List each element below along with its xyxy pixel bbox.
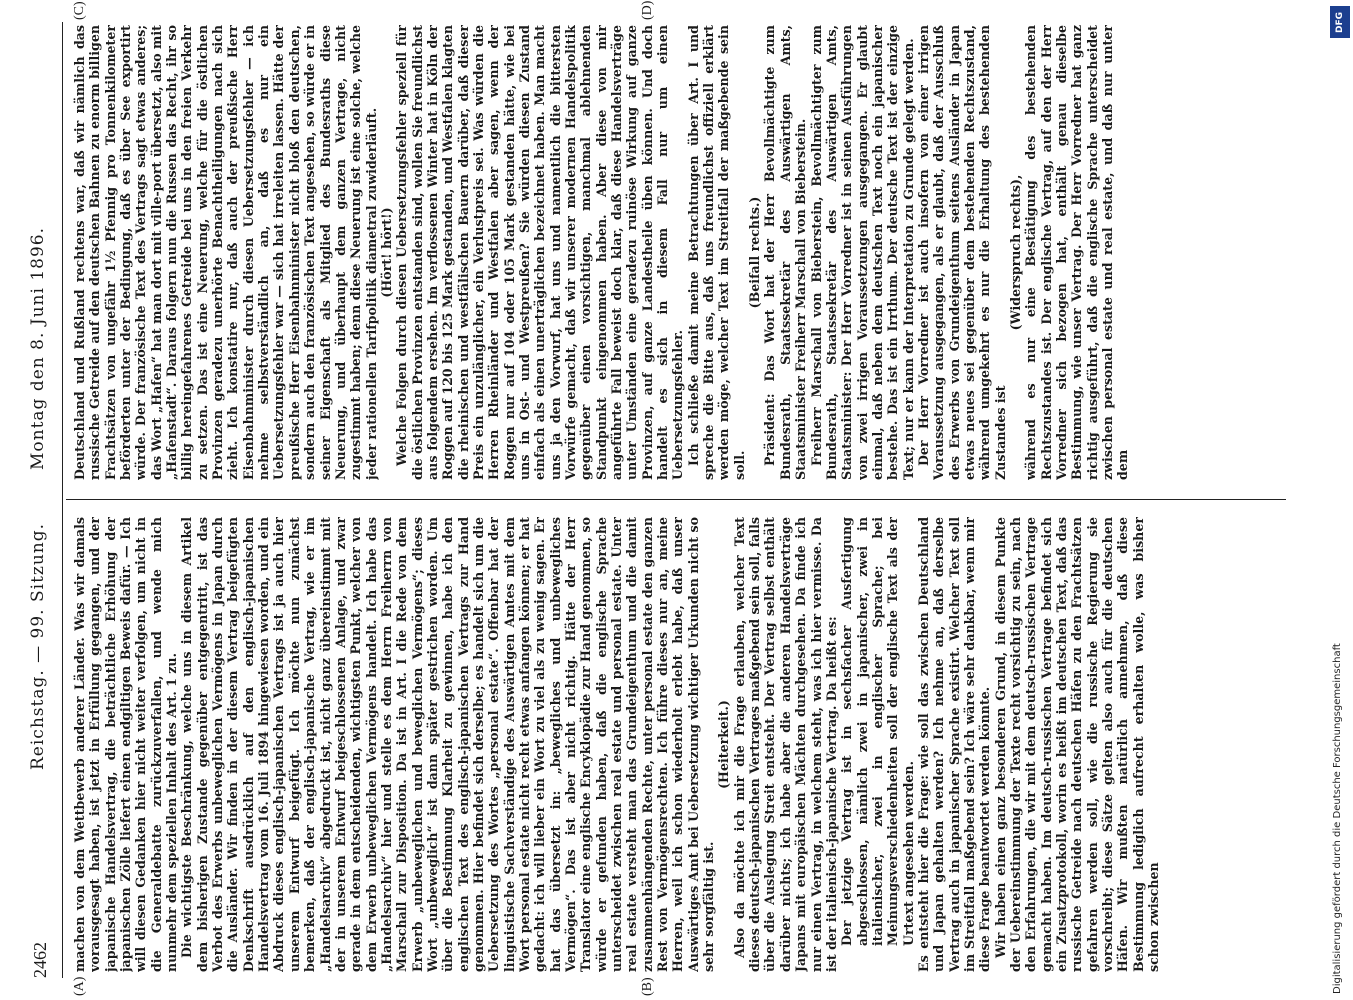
session-title: Reichstag. — 99. Sitzung.	[28, 522, 48, 770]
page-number: 2462	[30, 942, 50, 978]
paragraph: (Hört! hört!)	[378, 207, 394, 298]
paragraph: während es nur eine Bestätigung des bestehenden Rechtszustandes ist. Der englische Vertrag, auf den der Herr Vorredner sich bezogen hat, enthält genau dieselbe Bestimmung, wie unser Vertrag. Der Herr Vorredner hat ganz richtig ausgeführt, daß die englische Sprache unterscheidet zwischen personal estate und real estate, und daß nur unter dem	[1023, 25, 1131, 480]
header-rule	[62, 22, 63, 978]
dfg-logo: DFG	[1330, 6, 1350, 38]
paragraph: Ich schließe damit meine Betrachtungen über Art. I und spreche die Bitte aus, daß uns freundlichst offiziell erklärt werden möge, welcher Text im Streitfall der maßgebende sein soll.	[685, 25, 747, 480]
margin-marker-a: (A)	[72, 976, 87, 996]
paragraph: Der jetzige Vertrag ist in sechsfacher Ausfertigung abgeschlossen, nämlich zwei in japanischer, zwei in italienischer, zwei in englischer Sprache; bei Meinungsverschiedenheiten soll der englische Text als der Urtext angesehen werden.	[839, 517, 916, 946]
paragraph: Welche Folgen durch diesen Uebersetzungsfehler speziell für die östlichen Provinzen entstanden sind, wollen Sie freundlichst aus folgendem ersehen. Im verflossenen Winter hat in Köln der Roggen auf 120 bis 125 Mark gestanden, und Westfalen klagten die rheinischen und westfälischen Bauern darüber, daß dieser Preis ein unzulänglicher, ein Verlustpreis sei. Was würden die Herren Rheinländer und Westfalen aber sagen, wenn der Roggen nur auf 104 oder 105 Mark gestanden hätte, wie bei uns in Ost- und Westpreußen? Sie würden diesen Zustand einfach als einen unerträglichen bezeichnet haben. Man macht uns ja den Vorwurf, hat uns und namentlich die bittersten Vorwürfe gemacht, daß wir unserer modernen Handelspolitik gegenüber einen vorsichtigen, manchmal ablehnenden Standpunkt eingenommen haben. Aber diese von mir angeführte Fall beweist doch klar, daß diese Handelsverträge unter Umständen eine geradezu ruinöse Wirkung auf ganze Provinzen, auf ganze Landestheile üben können. Und doch handelt es sich in diesem Fall nur um einen Uebersetzungsfehler.	[394, 25, 686, 480]
paragraph: Der Herr Vorredner ist auch insofern von einer irrigen Voraussetzung ausgegangen, als er glaubt, daß der Ausschluß des Erwerbs von Grundeigenthum seitens Ausländer in Japan etwas neues sei gegenüber dem bestehenden Rechtszustand, während umgekehrt es nur die Erhaltung des bestehenden Zustandes ist	[915, 25, 1008, 480]
right-text-column	[72, 25, 1282, 480]
paragraph: Die wichtigste Beschränkung, welche uns in diesem Artikel dem bisherigen Zustande gegenüber entgegentritt, ist das Verbot des Erwerbs unbeweglichen Vermögens in Japan durch die Ausländer. Wir finden in der diesem Vertrag beigefügten Denkschrift ausdrücklich auf den englisch-japanischen Handelsvertrag vom 16. Juli 1894 hingewiesen worden, und ein Abdruck dieses englisch-japanischen Vertrags ist ja auch hier unserem Entwurf beigefügt. Ich möchte nun zunächst bemerken, daß der englisch-japanische Vertrag, wie er im „Handelsarchiv“ abgedruckt ist, nicht ganz übereinstimmt mit der in unserem Entwurf beigeschlossenen Anlage, und zwar gerade in dem entscheidenden, wichtigsten Punkt, welcher von dem Erwerb unbeweglichen Vermögens handelt. Ich habe das „Handelsarchiv“ hier und stelle es dem Herrn Freiherrn von Marschall zur Disposition. Da ist in Art. I die Rede von dem Erwerb „unbeweglichen und beweglichen Vermögens“; dieses Wort „unbeweglich“ ist dann später gestrichen worden. Um über die Bestimmung Klarheit zu gewinnen, habe ich den englischen Text des englisch-japanischen Vertrags zur Hand genommen. Hier befindet sich derselbe; es handelt sich um die Uebersetzung des Wortes „personal estate“. Offenbar hat der linguistische Sachverständige des Auswärtigen Amtes mit dem Wort personal estate nicht recht etwas anfangen können; er hat gedacht: ich will lieber ein Wort zu viel als zu wenig sagen. Er hat das übersetzt in: „bewegliches und unbewegliches Vermögen“. Das ist aber nicht richtig. Hätte der Herr Translator eine englische Encyklopädie zur Hand genommen, so würde er gefunden haben, daß die englische Sprache unterscheidet zwischen real estate und personal estate. Unter real estate versteht man das Grundeigenthum und die damit zusammenhängenden Rechte, unter personal estate den ganzen Rest von Vermögensrechten. Ich führe dieses nur an, meine Herren, weil ich schon wiederholt erlebt habe, daß unser Auswärtiges Amt bei Uebersetzung wichtiger Urkunden nicht so sehr sorgfältig ist.	[179, 517, 717, 972]
paragraph: (Heiterkeit.)	[716, 700, 732, 789]
paragraph: machen von dem Wettbewerb anderer Länder. Was wir damals vorausgesagt haben, ist jetzt in Erfüllung gegangen, und der japanische Handelsvertrag, die beträchtliche Erhöhung der japanischen Zölle liefert einen endgiltigen Beweis dafür. — Ich will diesen Gedanken hier nicht weiter verfolgen, um nicht in die Generaldebatte zurückzuverfallen, und wende mich nunmehr dem speziellen Inhalt des Art. 1 zu.	[72, 517, 180, 972]
margin-marker-d: (D)	[640, 0, 655, 20]
left-text-column	[72, 517, 1282, 972]
funding-note: Digitalisierung gefördert durch die Deutsche Forschungsgemeinschaft	[1332, 643, 1343, 994]
digitization-sidebar	[1328, 0, 1353, 1000]
margin-marker-b: (B)	[640, 977, 655, 996]
paragraph: Freiherr Marschall von Bieberstein, Bevollmächtigter zum Bundesrath, Staatssekretär des Auswärtigen Amts, Staatsminister: Der Herr Vorredner ist in seinen Ausführungen von zwei irrigen Voraussetzungen ausgegangen. Er glaubt einmal, daß neben dem deutschen Text noch ein japanischer bestehe. Das ist ein Irrthum. Der deutsche Text ist der einzige Text; nur er kann der Interpretation zu Grunde gelegt werden.	[808, 25, 916, 480]
paragraph: (Widerspruch rechts),	[1007, 174, 1023, 331]
session-date: Montag den 8. Juni 1896.	[28, 227, 48, 470]
column-divider	[66, 499, 1286, 500]
paragraph: Präsident: Das Wort hat der Herr Bevollmächtigte zum Bundesrath, Staatssekretär des Auswärtigen Amts, Staatsminister Freiherr Marschall von Bieberstein.	[762, 25, 809, 480]
paragraph: Also da möchte ich mir die Frage erlauben, welcher Text dieses deutsch-japanischen Vertrages maßgebend sein soll, falls über die Auslegung Streit entsteht. Der Vertrag selbst enthält darüber nichts; ich habe aber die anderen Handelsverträge Japans mit europäischen Mächten durchgesehen. Da finde ich nur einen Vertrag, in welchem steht, was ich hier vermisse. Da ist der italienisch-japanische Vertrag. Da heißt es:	[731, 517, 839, 972]
paragraph: Wir haben einen ganz besonderen Grund, in diesem Punkte der Uebereinstimmung der Texte recht vorsichtig zu sein, nach den Erfahrungen, die wir mit dem deutsch-russischen Vertrage gemacht haben. Im deutsch-russischen Vertrage befindet sich ein Zusatzprotokoll, worin es heißt im deutschen Text, daß das russische Getreide nach deutschen Häfen zu den Frachtsätzen gefahren werden soll, wie die russische Regierung sie vorschreibt; diese Sätze gelten also auch für die deutschen Häfen. Wir mußten natürlich annehmen, daß diese Bestimmung lediglich aufrecht erhalten wolle, was bisher schon zwischen	[992, 517, 1162, 972]
page-header	[0, 0, 60, 1000]
paragraph: Es entsteht hier die Frage: wie soll das zwischen Deutschland und Japan gehalten werden? Ich nehme an, daß derselbe Vertrag auch in japanischer Sprache existirt. Welcher Text soll im Streitfall maßgebend sein? Ich wäre sehr dankbar, wenn mir diese Frage beantwortet werden könnte.	[915, 517, 993, 972]
margin-marker-c: (C)	[72, 1, 87, 20]
paragraph: Deutschland und Rußland rechtens war, daß wir nämlich das russische Getreide auf den deutschen Bahnen zu enorm billigen Frachtsätzen von ungefähr 1½ Pfennig pro Tonnenkilometer beförderten unter der Bedingung, daß es über See exportirt würde. Der französische Text des Vertrags sagt etwas anderes; das Wort „Hafen“ hat man dort mit ville-port übersetzt, also mit „Hafenstadt“. Daraus folgern nun die Russen das Recht, ihr so billig hereingefahrenes Getreide bei uns in den freien Verkehr zu setzen. Das ist eine Neuerung, welche für die östlichen Provinzen geradezu unerhörte Benachtheiligungen nach sich zieht. Ich konstatire nur, daß auch der preußische Herr Eisenbahnminister durch diesen Uebersetzungsfehler — ich nehme selbstverständlich an, daß es nur ein Uebersetzungsfehler war — sich hat irreleiten lassen. Hätte der preußische Herr Eisenbahnminister nicht bloß den deutschen, sondern auch den französischen Text angesehen, so würde er in seiner Eigenschaft als Mitglied des Bundesraths diese Neuerung, und überhaupt dem ganzen Vertrage, nicht zugestimmt haben; denn diese Neuerung ist eine solche, welche jeder rationellen Tarifpolitik diametral zuwiderläuft.	[72, 25, 379, 480]
paragraph: (Beifall rechts.)	[747, 196, 763, 309]
